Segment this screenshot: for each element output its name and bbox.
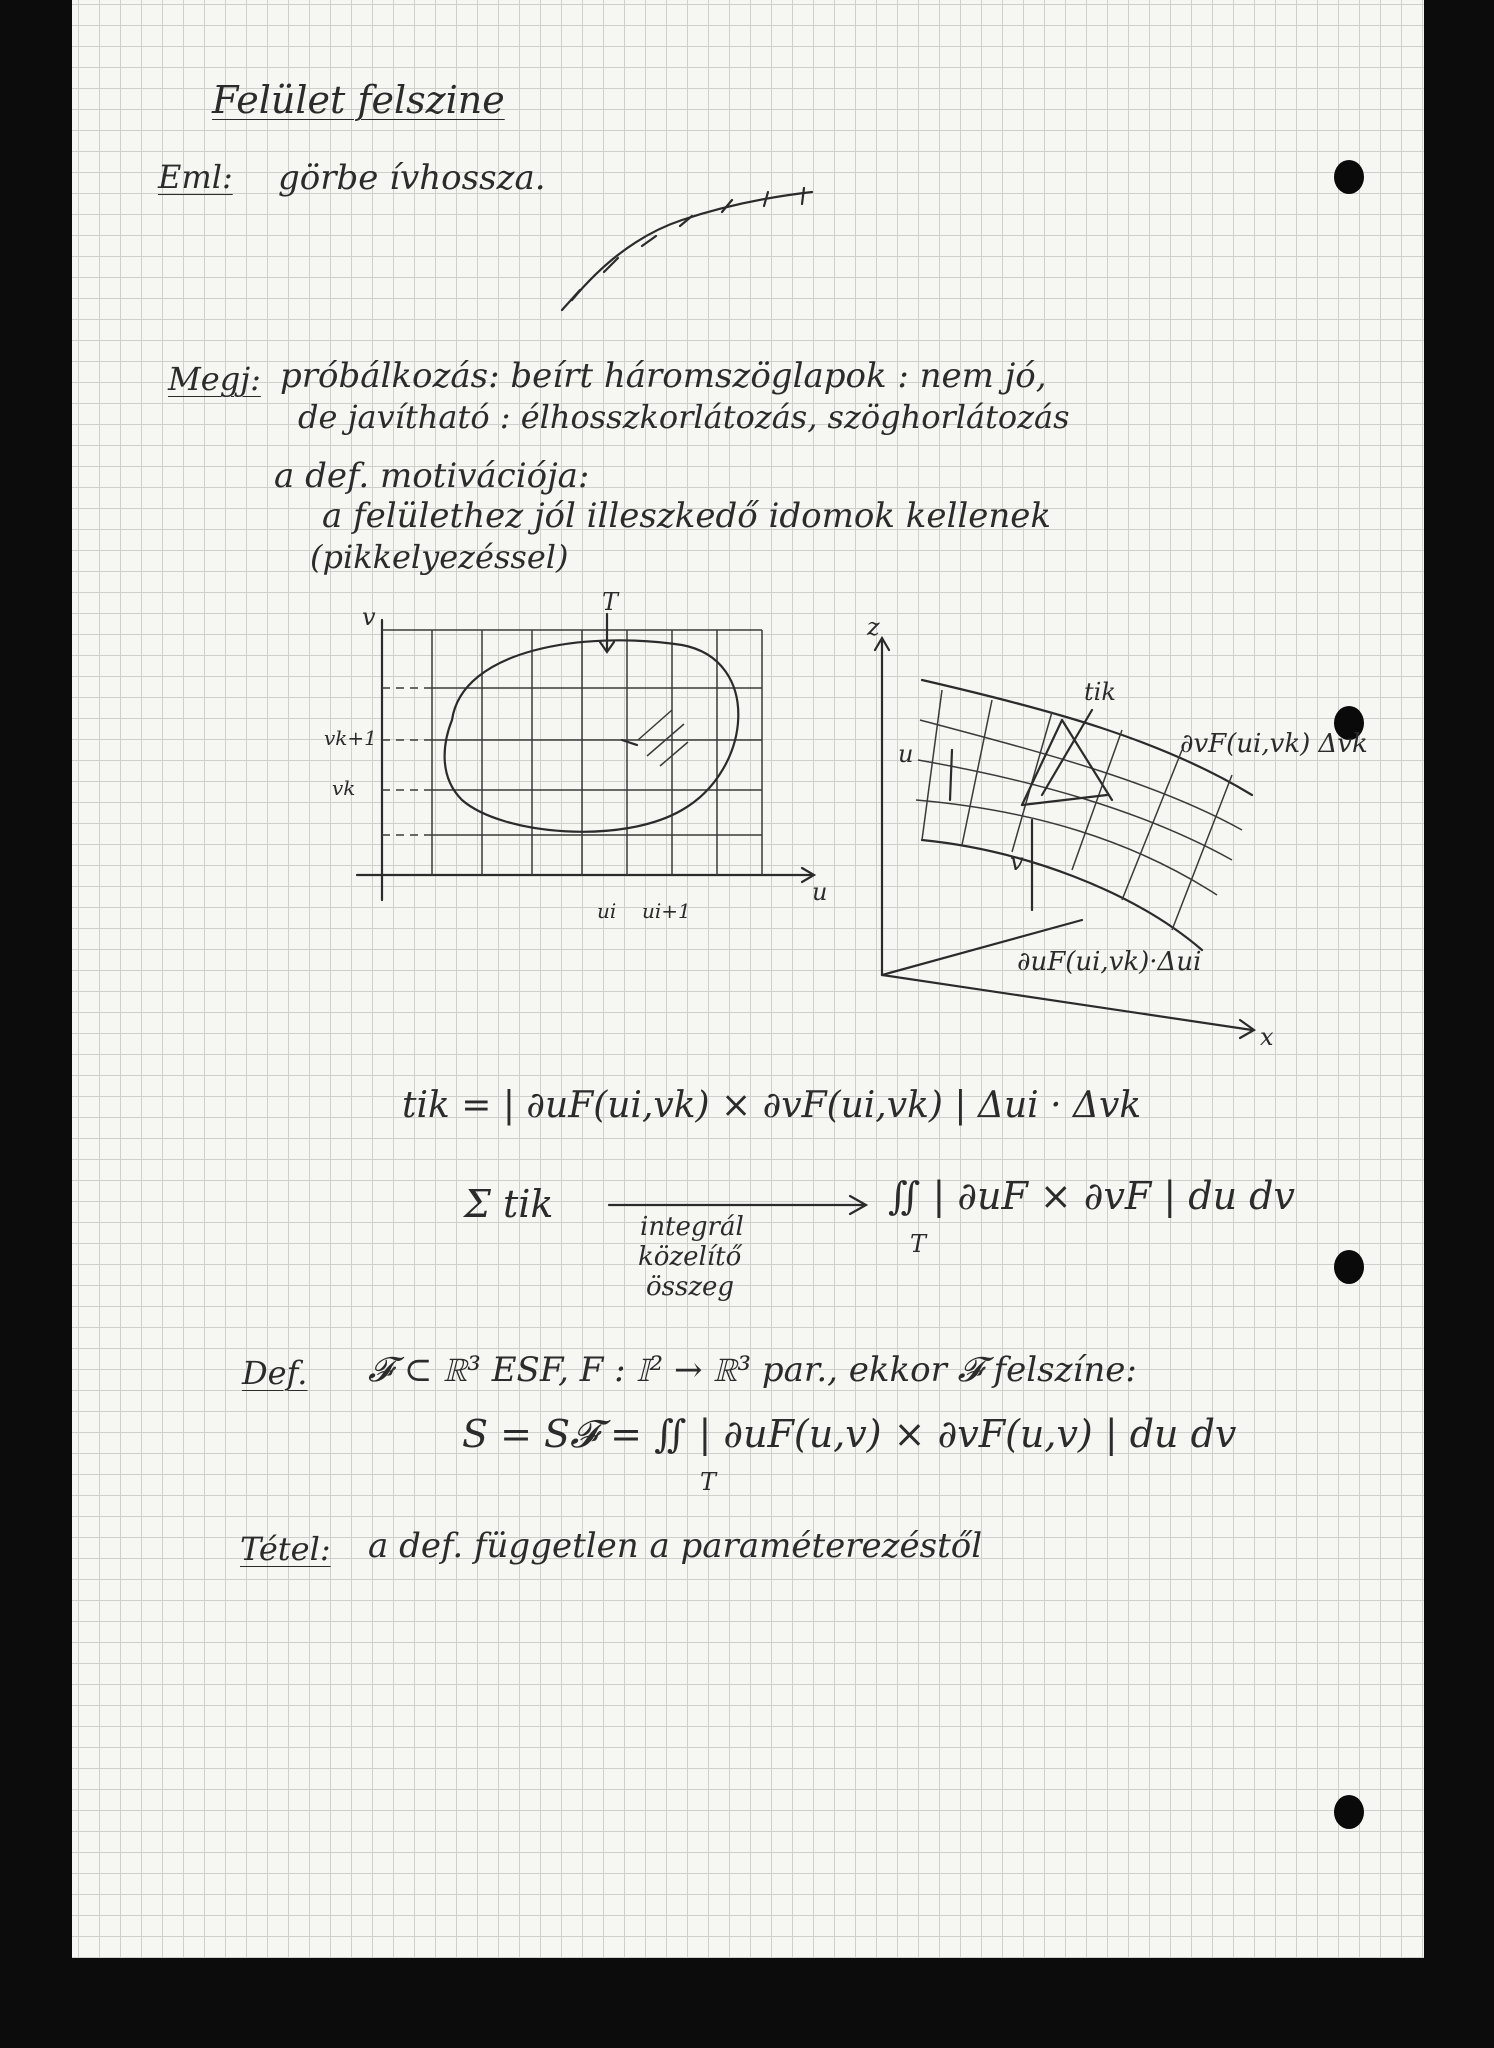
fig2-tik-label: tik xyxy=(1084,678,1116,706)
arrow-label-line2: közelítő xyxy=(638,1242,742,1272)
surface-integral: ∬ | ∂uF × ∂vF | du dv xyxy=(888,1174,1295,1218)
parameter-domain-figure xyxy=(324,588,832,930)
motivation-heading: a def. motivációja: xyxy=(274,456,590,496)
fig2-du-label: ∂uF(ui,vk)·Δui xyxy=(1017,947,1202,977)
fig1-u-axis-label: u xyxy=(812,878,828,906)
riemann-sum: Σ tik xyxy=(464,1182,554,1226)
fig1-vk1-label: vk+1 xyxy=(324,726,377,750)
fig1-region-label: T xyxy=(602,588,619,616)
fig1-v-axis-label: v xyxy=(362,603,376,631)
binder-hole-3 xyxy=(1334,1250,1364,1284)
formula-tik: tik = | ∂uF(ui,vk) × ∂vF(ui,vk) | Δui · Δvk xyxy=(402,1085,1142,1126)
fig1-vk-label: vk xyxy=(332,776,356,800)
motivation-line2: (pikkelyezéssel) xyxy=(310,538,569,576)
theorem-label: Tétel: xyxy=(240,1530,331,1568)
fig2-v-label: v xyxy=(1010,848,1024,876)
megj-line2: de javítható : élhosszkorlátozás, szöghorlátozás xyxy=(298,398,1070,436)
notebook-page xyxy=(72,0,1424,1958)
megj-label: Megj: xyxy=(168,360,261,398)
page-title: Felület felszine xyxy=(212,78,505,122)
arrow-label-line3: összeg xyxy=(646,1272,735,1302)
fig1-ui1-label: ui+1 xyxy=(642,899,691,923)
fig2-u-label: u xyxy=(898,740,914,768)
fig2-x-axis-label: x xyxy=(1260,1023,1274,1051)
motivation-line1: a felülethez jól illeszkedő idomok kellenek xyxy=(322,496,1051,536)
fig1-ui-label: ui xyxy=(597,899,617,923)
eml-text: görbe ívhossza. xyxy=(278,158,546,198)
definition-domain-label: T xyxy=(700,1468,717,1496)
binder-hole-4 xyxy=(1334,1795,1364,1829)
arc-length-sketch xyxy=(552,180,852,320)
fig2-dv-label: ∂vF(ui,vk) Δvk xyxy=(1180,729,1368,759)
definition-line2: S = S𝓕 = ∬ | ∂uF(u,v) × ∂vF(u,v) | du dv xyxy=(462,1412,1237,1456)
arrow-label-line1: integrál xyxy=(640,1212,744,1242)
megj-line1: próbálkozás: beírt háromszöglapok : nem jó, xyxy=(280,356,1047,396)
definition-label: Def. xyxy=(242,1354,308,1392)
eml-label: Eml: xyxy=(158,158,233,196)
fig2-z-axis-label: z xyxy=(867,613,880,641)
binder-hole-1 xyxy=(1334,160,1364,194)
definition-line1: 𝓕 ⊂ ℝ³ ESF, F : 𝕀² → ℝ³ par., ekkor 𝓕 felszíne: xyxy=(368,1350,1137,1390)
integral-domain-label: T xyxy=(910,1230,927,1258)
surface-patch-figure xyxy=(832,613,1368,1070)
theorem-text: a def. független a paraméterezéstől xyxy=(368,1526,983,1566)
